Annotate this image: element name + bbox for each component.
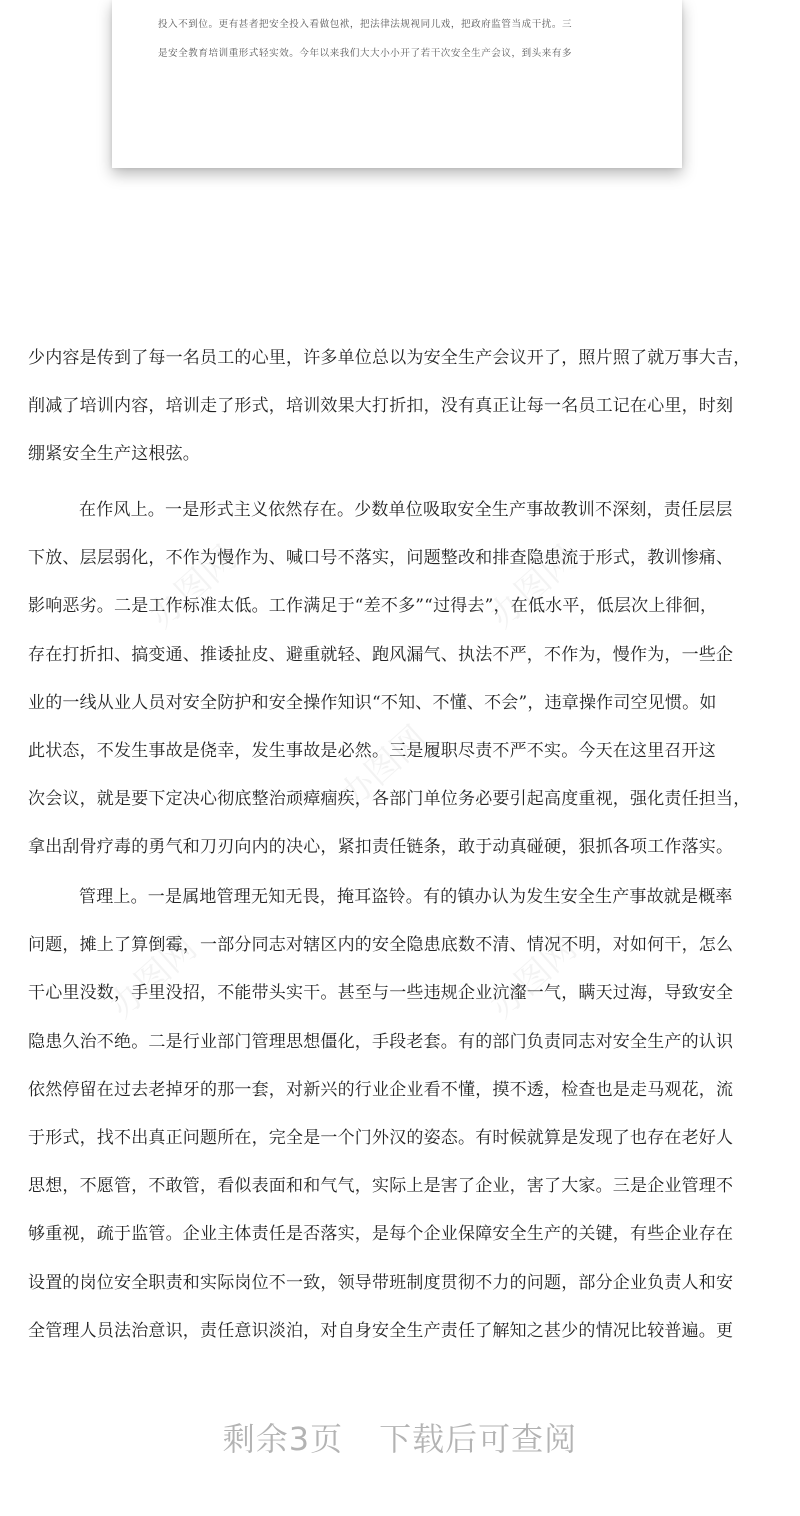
text-line: 依然停留在过去老掉牙的那一套，对新兴的行业企业看不懂，摸不透，检查也是走马观花，流	[28, 1079, 734, 1100]
watermark: 办图网	[332, 718, 435, 817]
text-line: 设置的岗位安全职责和实际岗位不一致，领导带班制度贯彻不力的问题，部分企业负责人和安	[28, 1272, 734, 1293]
text-line: 少内容是传到了每一名员工的心里，许多单位总以为安全生产会议开了，照片照了就万事大吉，	[28, 348, 751, 368]
remaining-pages-label: 剩余3页	[222, 1420, 344, 1458]
watermark: 办图网	[102, 928, 205, 1027]
text-line: 管理上。一是属地管理无知无畏，掩耳盗铃。有的镇办认为发生安全生产事故就是概率	[79, 887, 733, 907]
text-line: 拿出刮骨疗毒的勇气和刀刃向内的决心，紧扣责任链条，敢于动真碰硬，狠抓各项工作落实。	[28, 837, 734, 858]
text-line: 于形式，找不出真正问题所在，完全是一个门外汉的姿态。有时候就算是发现了也存在老好人	[28, 1127, 734, 1148]
text-line: 全管理人员法治意识，责任意识淡泊，对自身安全生产责任了解知之甚少的情况比较普遍。更	[28, 1320, 734, 1341]
text-line: 次会议，就是要下定决心彻底整治顽瘴痼疾，各部门单位务必要引起高度重视，强化责任担当，	[28, 789, 751, 810]
watermark: 办图网	[482, 928, 585, 1027]
watermark: 办图网	[142, 538, 245, 637]
text-line: 存在打折扣、搞变通、推诿扯皮、避重就轻、跑风漏气、执法不严，不作为，慢作为，一些企	[28, 644, 734, 665]
text-line: 够重视，疏于监管。企业主体责任是否落实，是每个企业保障安全生产的关键，有些企业存在	[28, 1224, 734, 1245]
text-line: 隐患久治不绝。二是行业部门管理思想僵化，手段老套。有的部门负责同志对安全生产的认识	[28, 1031, 734, 1052]
watermark: 办图网	[482, 538, 585, 637]
text-line: 此状态，不发生事故是侥幸，发生事故是必然。三是履职尽责不严不实。今天在这里召开这	[28, 740, 716, 761]
paragraph-management	[28, 873, 774, 1355]
text-line: 干心里没数，手里没招，不能带头实干。甚至与一些违规企业沆瀣一气，瞒天过海，导致安全	[28, 983, 734, 1004]
text-line: 影响恶劣。二是工作标准太低。工作满足于“差不多”“过得去”，在低水平，低层次上徘徊，	[28, 596, 718, 617]
text-line: 下放、层层弱化，不作为慢作为、喊口号不落实，问题整改和排查隐患流于形式，教训惨痛、	[28, 548, 734, 569]
paragraph-continuation	[28, 334, 774, 479]
remaining-pages-notice[interactable]	[0, 1414, 800, 1460]
previous-page-preview	[112, 0, 682, 168]
preview-line: 投入不到位。更有甚者把安全投入看做包袱，把法律法规视同儿戏，把政府监管当成干扰。三	[158, 19, 573, 30]
text-line: 问题，摊上了算倒霉，一部分同志对辖区内的安全隐患底数不清、情况不明，对如何干，怎么	[28, 935, 734, 956]
text-line: 思想，不愿管，不敢管，看似表面和和气气，实际上是害了企业，害了大家。三是企业管理不	[28, 1176, 734, 1197]
text-line: 在作风上。一是形式主义依然存在。少数单位吸取安全生产事故教训不深刻，责任层层	[79, 500, 733, 520]
text-line: 削减了培训内容，培训走了形式，培训效果大打折扣，没有真正让每一名员工记在心里，时刻	[28, 396, 734, 417]
text-line: 业的一线从业人员对安全防护和安全操作知识“不知、不懂、不会”，违章操作司空见惯。如	[28, 692, 717, 713]
preview-line: 是安全教育培训重形式轻实效。今年以来我们大大小小开了若干次安全生产会议，到头来有多	[158, 48, 573, 59]
download-hint: 下载后可查阅	[379, 1420, 578, 1458]
text-line: 绷紧安全生产这根弦。	[28, 444, 200, 465]
paragraph-work-style	[28, 486, 774, 872]
